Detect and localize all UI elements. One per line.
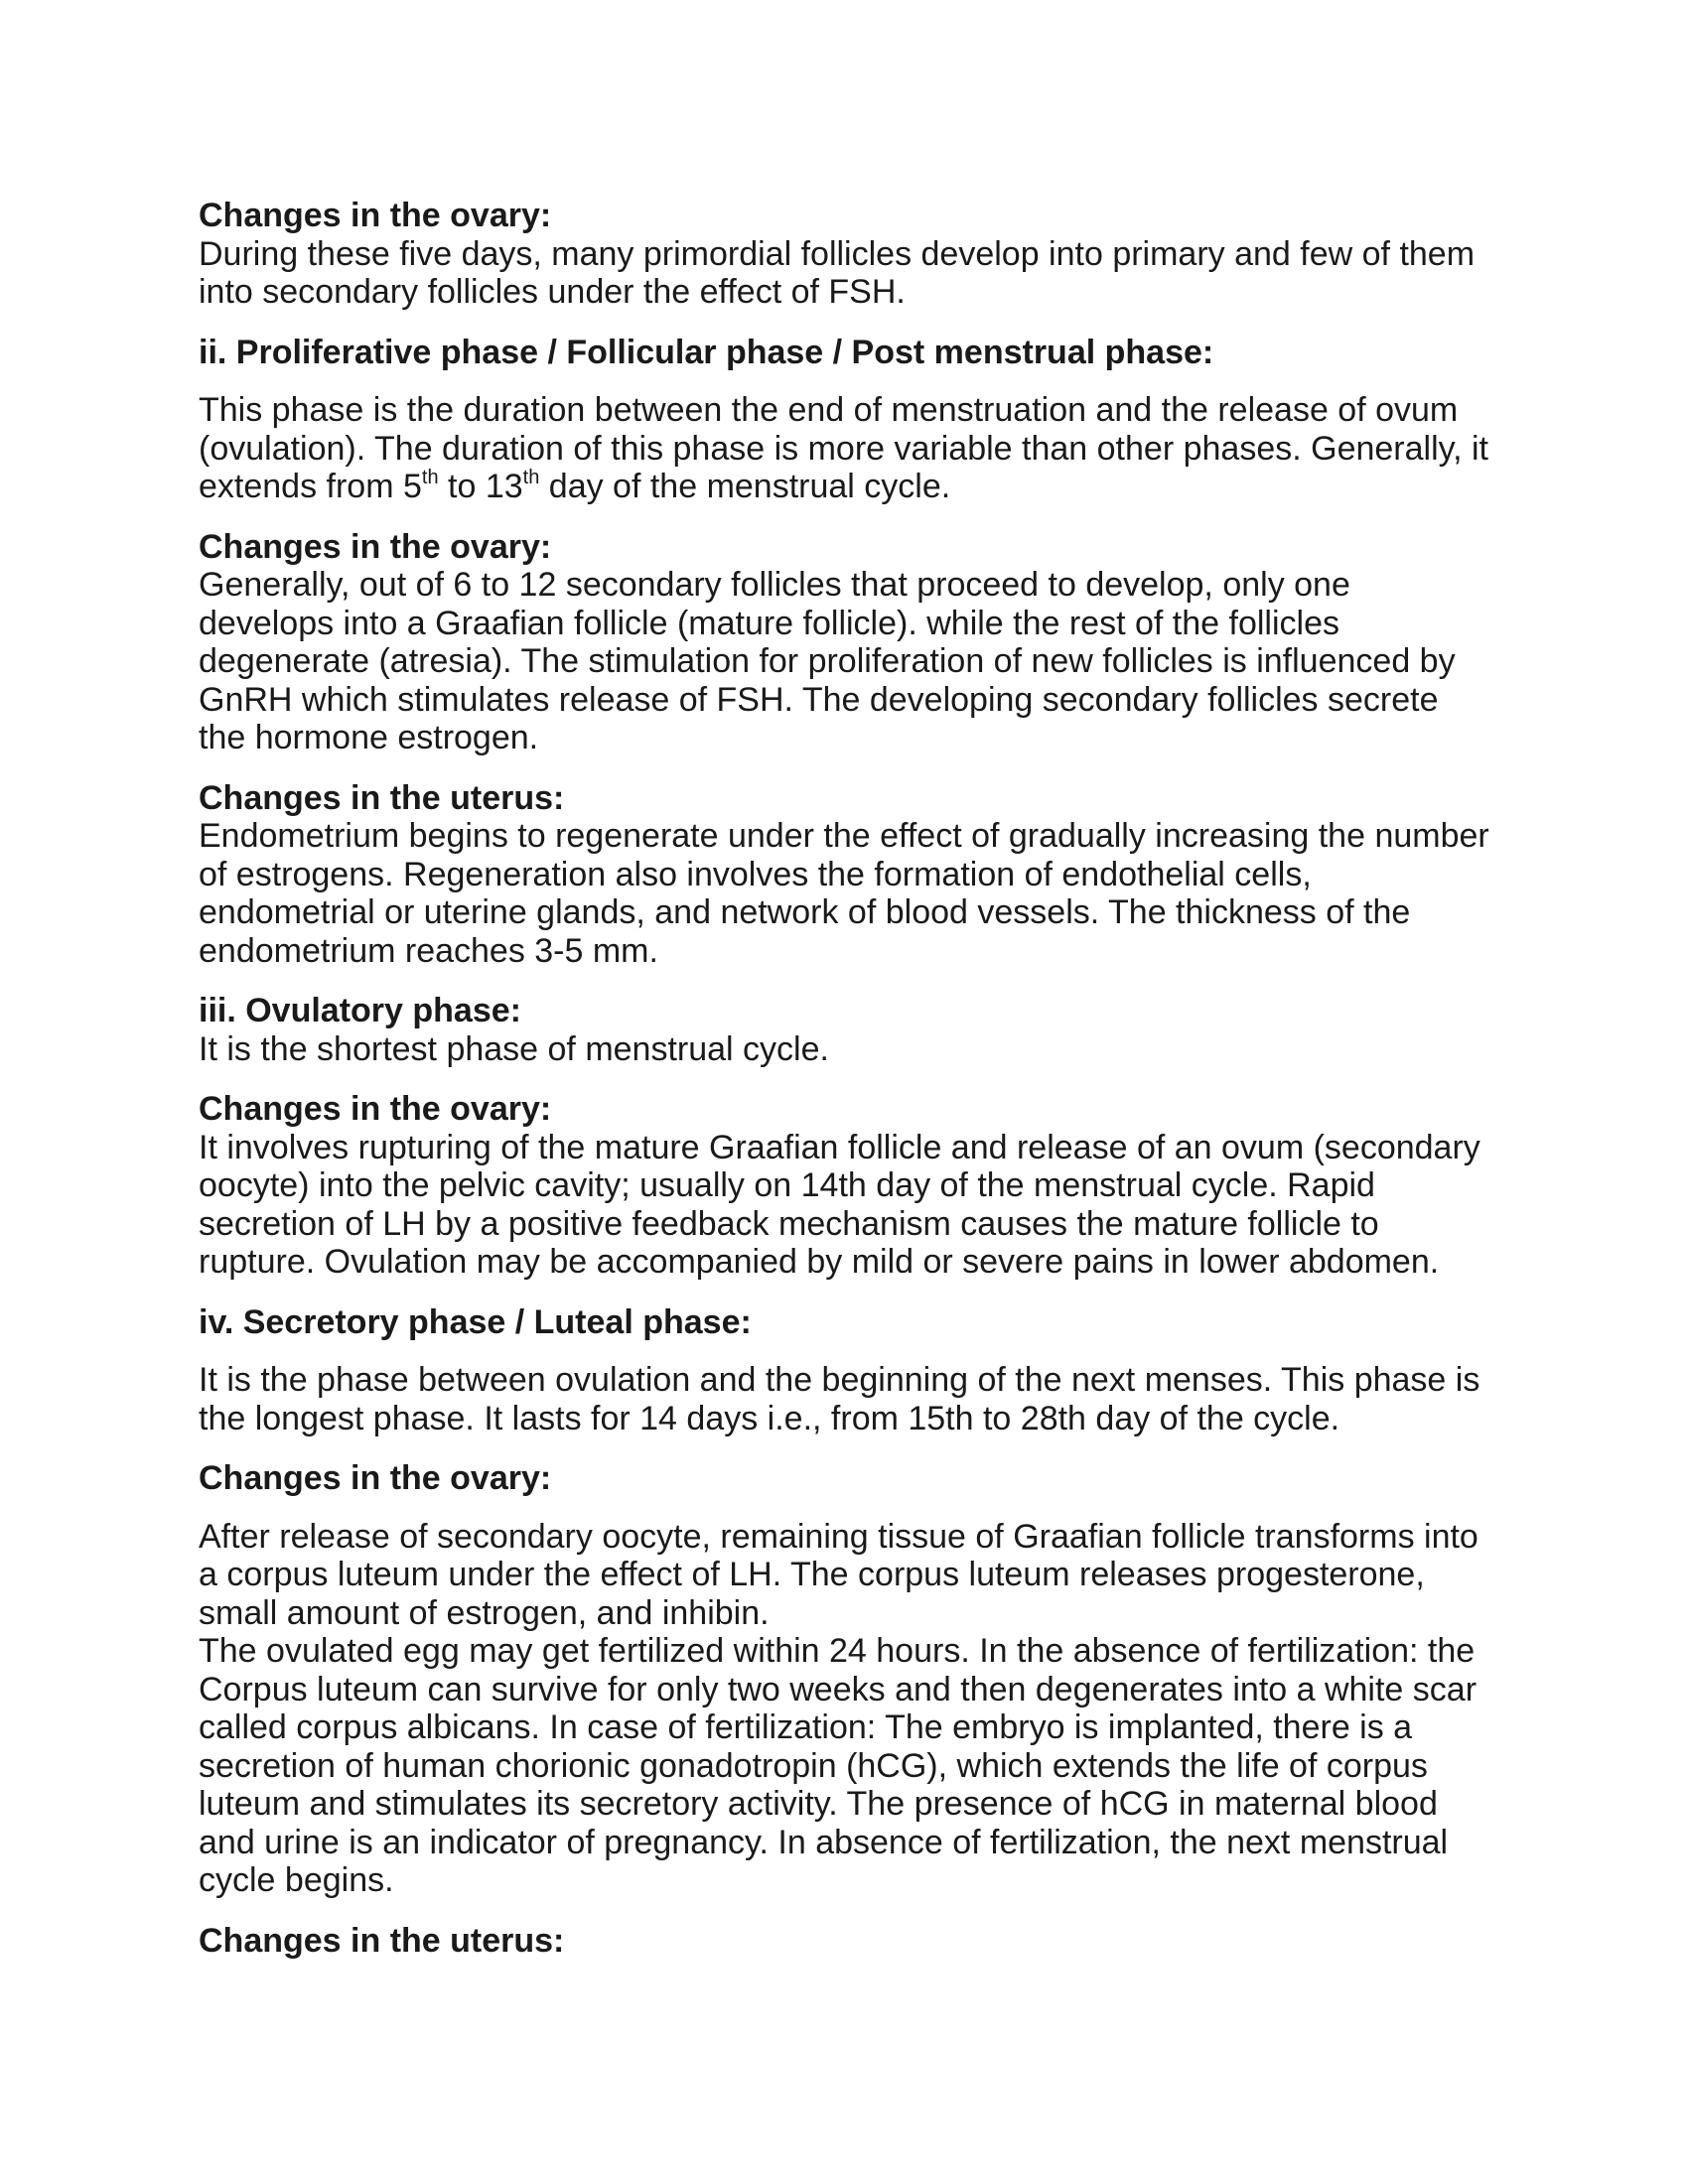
ovary-changes-heading-3: Changes in the ovary: [199,1090,552,1128]
document-page [199,197,1489,1960]
uterus-changes-heading-1: Changes in the uterus: [199,778,565,817]
secretory-phase-text: It is the phase between ovulation and the beginning of the next menses. This phase is the longest phase. It lasts for 14 days i.e., from 15th to 28th day of the cycle. [199,1361,1480,1437]
uterus-changes-heading-2: Changes in the uterus: [199,1921,565,1960]
secretory-phase-heading: iv. Secretory phase / Luteal phase: [199,1302,752,1341]
ovary-changes-text-3: It involves rupturing of the mature Graafian follicle and release of an ovum (secondary oocyte) into the pelvic cavity; usually on 14th day of the menstrual cycle. Rapid secretion of LH by a positive feedback mechanism causes the mature follicle to rupture. Ovulation may be accompanied by mild or severe pains in lower abdomen. [199,1128,1480,1281]
superscript-th-1: th [421,467,439,488]
proliferative-phase-heading: ii. Proliferative phase / Follicular phase / Post menstrual phase: [199,333,1214,371]
proliferative-text-b: to 13 [438,468,523,505]
uterus-changes-text-1: Endometrium begins to regenerate under the effect of gradually increasing the number of estrogens. Regeneration also involves the formation of endothelial cells, endometrial or uterine glands, and network of blood vessels. The thickness of the endometrium reaches 3-5 mm. [199,817,1489,970]
ovary-changes-heading-2: Changes in the ovary: [199,527,552,566]
ovary-changes-text-1: During these five days, many primordial follicles develop into primary and few of them into secondary follicles under the effect of FSH. [199,234,1476,311]
ovary-changes-text-4b: The ovulated egg may get fertilized within 24 hours. In the absence of fertilization: the Corpus luteum can survive for only two weeks and then degenerates into a white scar called corpus albicans. In case of fertilization: The embryo is implanted, there is a secretion of human chorionic gonadotropin (hCG), which extends the life of corpus luteum and stimulates its secretory activity. The presence of hCG in maternal blood and urine is an indicator of pregnancy. In absence of fertilization, the next menstrual cycle begins. [199,1632,1477,1899]
ovary-changes-heading-4: Changes in the ovary: [199,1459,552,1497]
ovary-changes-text-2: Generally, out of 6 to 12 secondary follicles that proceed to develop, only one develops into a Graafian follicle (mature follicle). while the rest of the follicles degenerate (atresia). The stimulation for proliferation of new follicles is influenced by GnRH which stimulates release of FSH. The developing secondary follicles secrete the hormone estrogen. [199,566,1456,756]
proliferative-text-a: This phase is the duration between the end of menstruation and the release of ovum (ovulation). The duration of this phase is more variable than other phases. Generally, it extends from 5 [199,391,1489,505]
proliferative-text-c: day of the menstrual cycle. [539,468,951,505]
proliferative-phase-text [199,391,1489,506]
ovulatory-phase-text: It is the shortest phase of menstrual cycle. [199,1029,829,1068]
superscript-th-2: th [522,467,540,488]
ovary-changes-text-4a: After release of secondary oocyte, remaining tissue of Graafian follicle transforms into a corpus luteum under the effect of LH. The corpus luteum releases progesterone, small amount of estrogen, and inhibin. [199,1517,1478,1632]
ovary-changes-heading-1: Changes in the ovary: [199,197,552,234]
ovulatory-phase-heading: iii. Ovulatory phase: [199,992,521,1029]
